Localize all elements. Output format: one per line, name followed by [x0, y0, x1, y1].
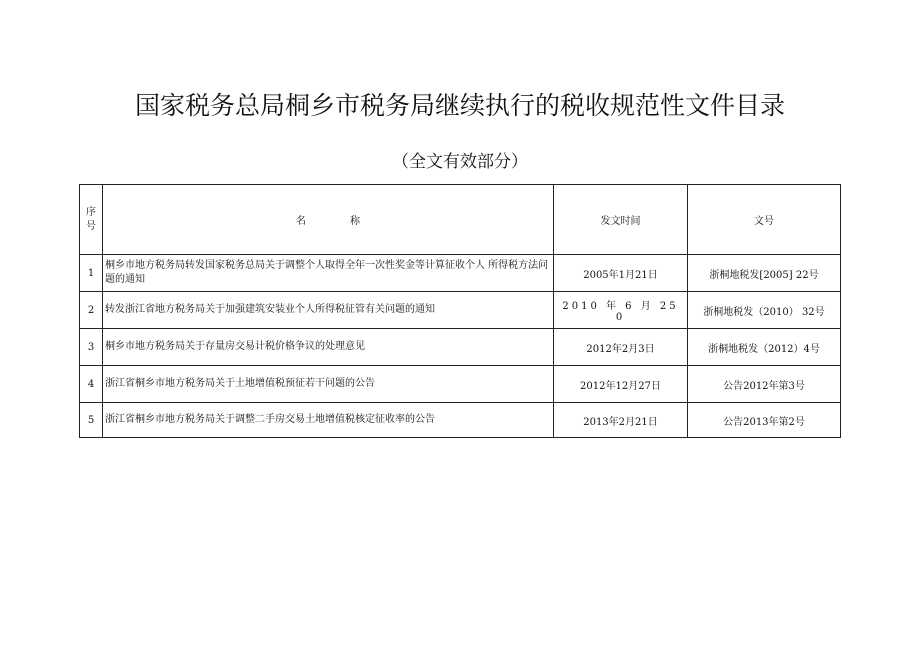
- header-name-char1: 名: [296, 216, 306, 227]
- table-row: [80, 329, 841, 366]
- document-subtitle: （全文有效部分）: [392, 152, 528, 172]
- header-name-char2: 称: [350, 216, 360, 227]
- header-seq-line1: 序: [86, 206, 96, 218]
- table-row: [80, 292, 841, 329]
- row-seq: 3: [80, 329, 103, 366]
- row-name: 浙江省桐乡市地方税务局关于土地增值税预征若干问题的公告: [103, 366, 554, 403]
- header-seq: [80, 185, 103, 255]
- header-doc-no: 文号: [688, 185, 841, 255]
- row-seq: 4: [80, 366, 103, 403]
- row-date: 2012年2月3日: [554, 329, 688, 366]
- row-name: 桐乡市地方税务局转发国家税务总局关于调整个人取得全年一次性奖金等计算征收个人 所得税方法问题的通知: [103, 255, 554, 292]
- document-catalog-table: [79, 184, 841, 438]
- row-doc-no: 浙桐地税发（2010） 32号: [688, 292, 841, 329]
- row-doc-no: 公告2012年第3号: [688, 366, 841, 403]
- row-date: 2010 年 6 月 25 0: [554, 292, 688, 329]
- table-row: [80, 366, 841, 403]
- row-doc-no: 浙桐地税发（2012）4号: [688, 329, 841, 366]
- document-title: 国家税务总局桐乡市税务局继续执行的税收规范性文件目录: [134, 91, 785, 120]
- header-seq-line2: 号: [86, 220, 96, 232]
- header-name: [103, 185, 554, 255]
- table-header-row: [80, 185, 841, 255]
- row-name: 桐乡市地方税务局关于存量房交易计税价格争议的处理意见: [103, 329, 554, 366]
- row-name: 浙江省桐乡市地方税务局关于调整二手房交易土地增值税核定征收率的公告: [103, 403, 554, 438]
- row-date: 2013年2月21日: [554, 403, 688, 438]
- table-row: [80, 255, 841, 292]
- table-row: [80, 403, 841, 438]
- row-seq: 5: [80, 403, 103, 438]
- row-date: 2012年12月27日: [554, 366, 688, 403]
- row-seq: 2: [80, 292, 103, 329]
- row-date: 2005年1月21日: [554, 255, 688, 292]
- header-date: 发文时间: [554, 185, 688, 255]
- row-doc-no: 浙桐地税发[2005] 22号: [688, 255, 841, 292]
- row-doc-no: 公告2013年第2号: [688, 403, 841, 438]
- row-seq: 1: [80, 255, 103, 292]
- row-name: 转发浙江省地方税务局关于加强建筑安装业个人所得税征管有关问题的通知: [103, 292, 554, 329]
